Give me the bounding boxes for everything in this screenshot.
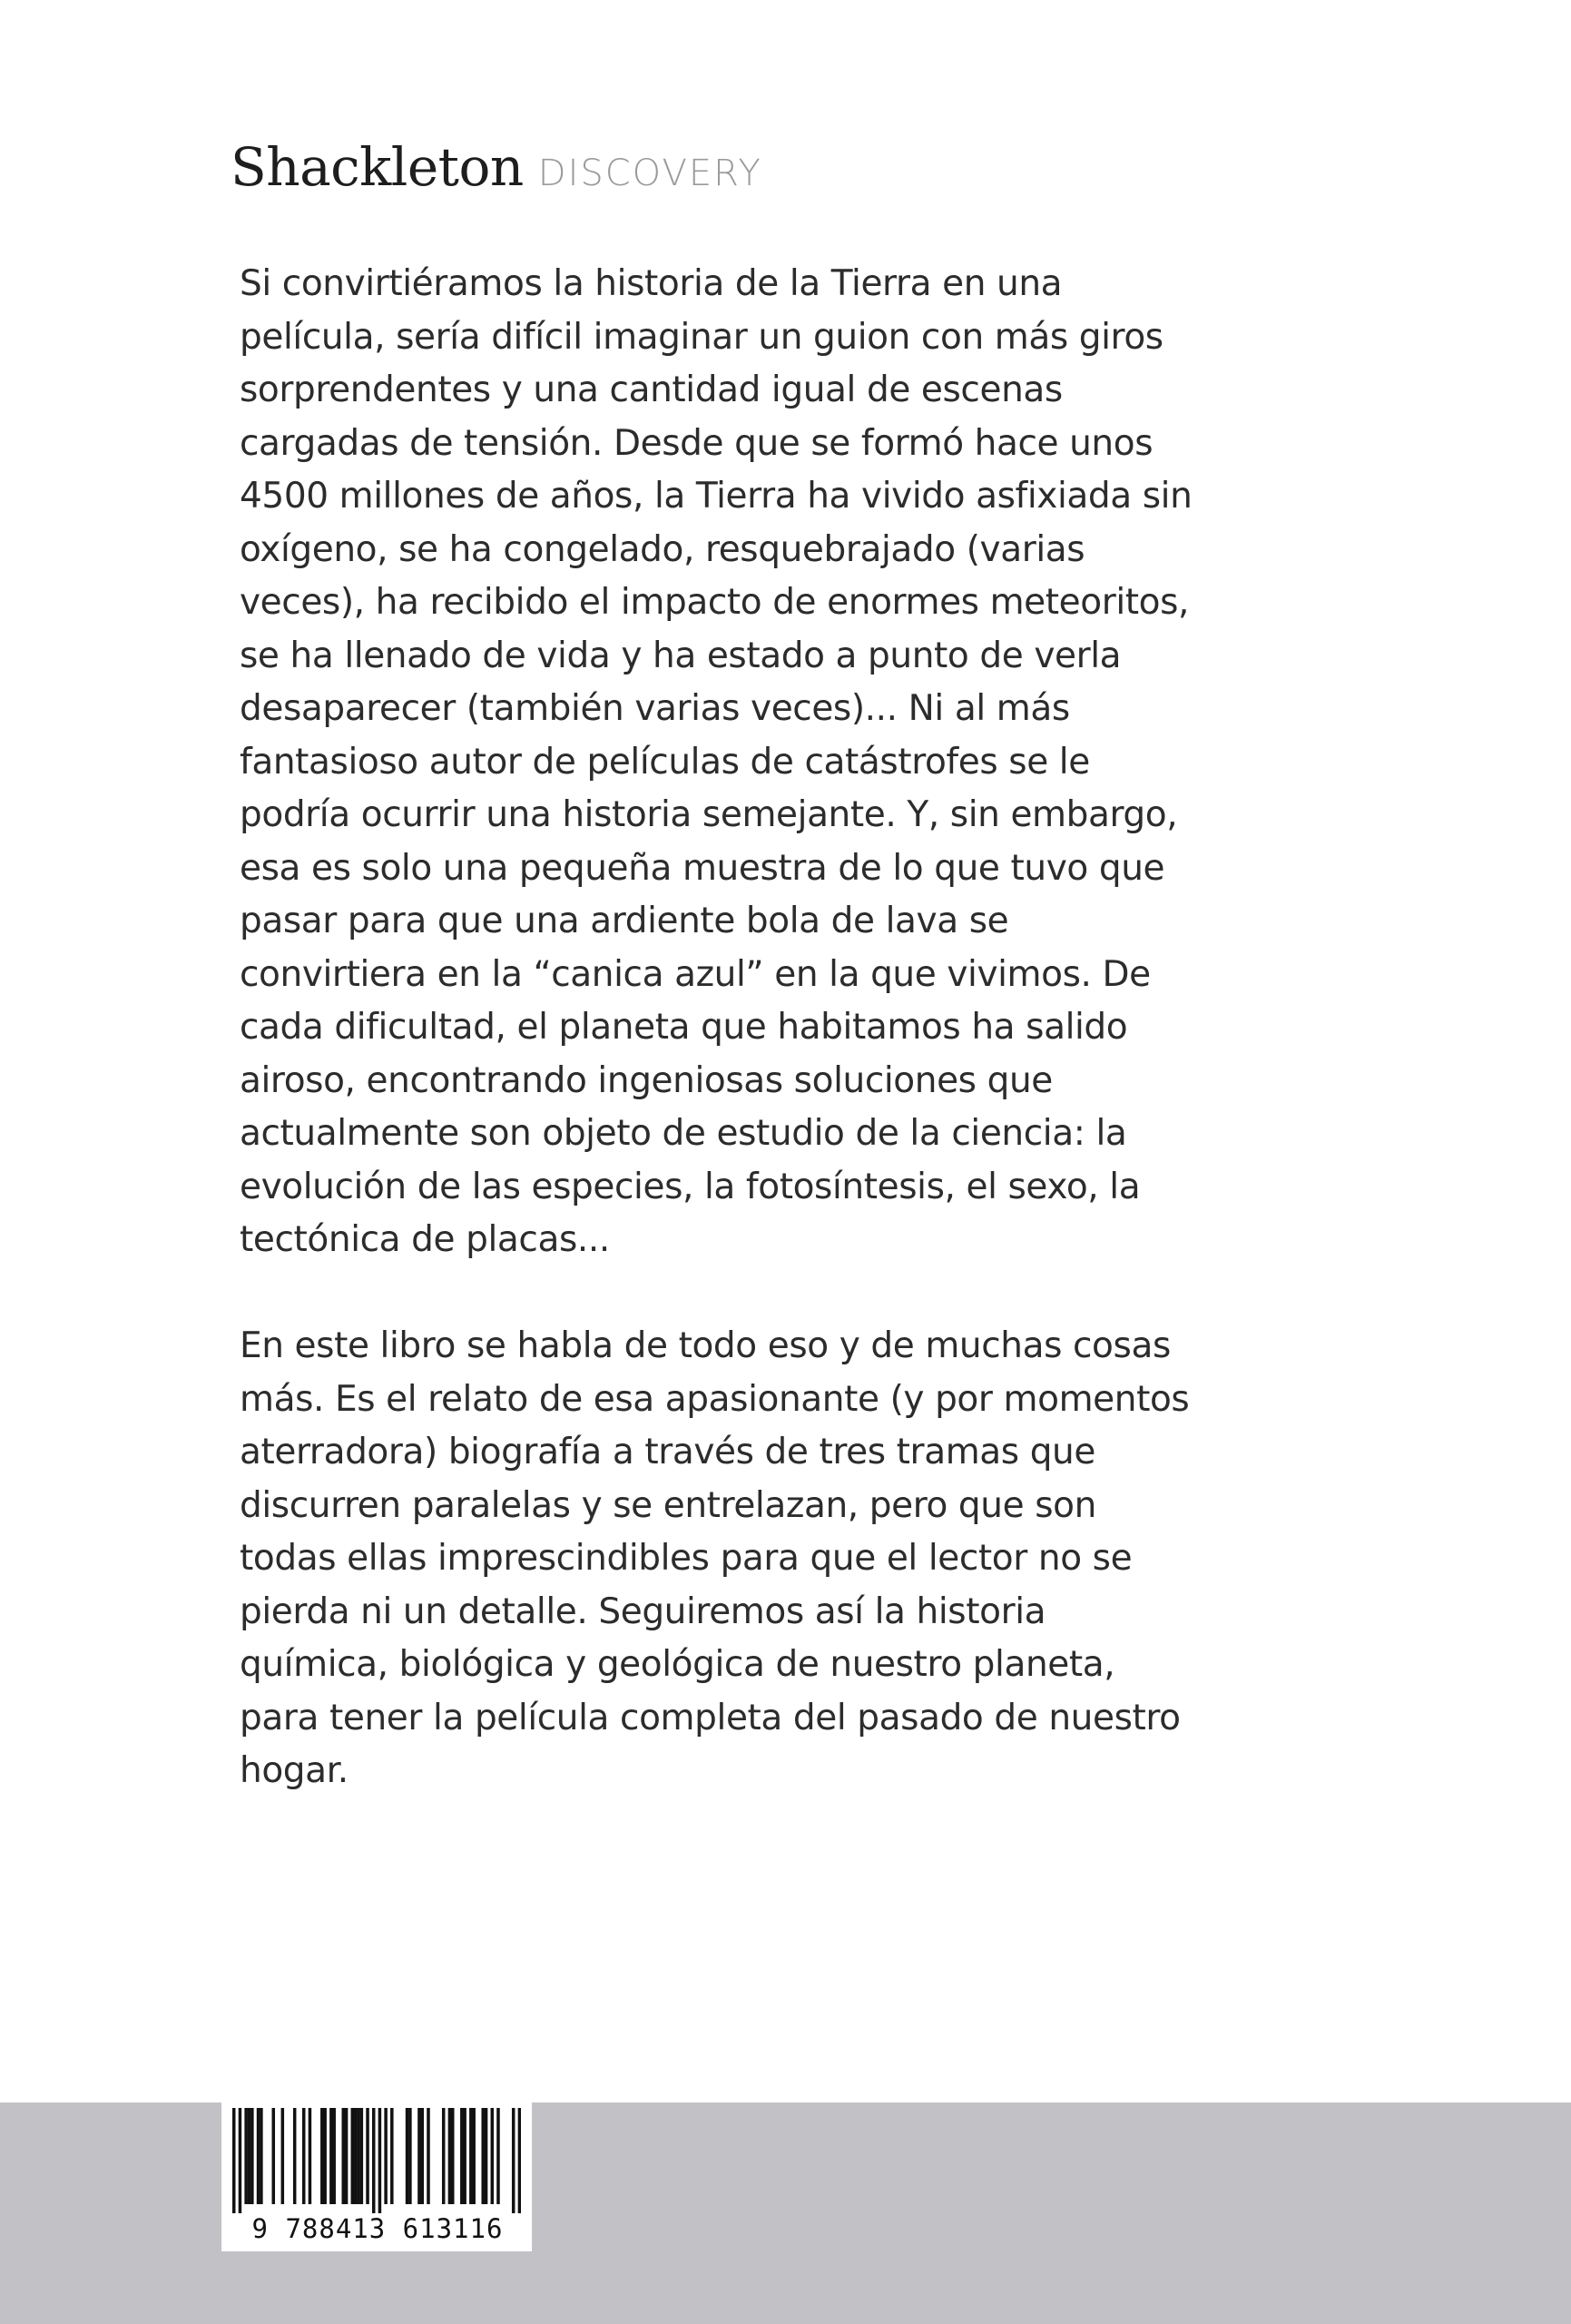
barcode-bar — [481, 2108, 485, 2204]
barcode-bar — [293, 2108, 297, 2204]
barcode-bar — [512, 2108, 515, 2213]
barcode-bar — [250, 2108, 254, 2204]
barcode-bar — [244, 2108, 248, 2204]
barcode-bar — [460, 2108, 464, 2204]
barcode-bar — [323, 2108, 327, 2204]
barcode-bar — [390, 2108, 394, 2204]
barcode-bars — [232, 2108, 521, 2213]
barcode-bar — [342, 2108, 346, 2204]
barcode-bar — [378, 2108, 382, 2213]
isbn-number: 9 788413 613116 — [251, 2213, 504, 2244]
barcode-bar — [354, 2108, 358, 2204]
barcode-bar — [232, 2108, 236, 2213]
barcode-bar — [469, 2108, 473, 2204]
barcode-bar — [442, 2108, 446, 2204]
barcode-bar — [372, 2108, 376, 2213]
barcode-bar — [448, 2108, 452, 2204]
barcode-bar — [496, 2108, 500, 2204]
barcode-bar — [451, 2108, 455, 2204]
isbn-barcode — [221, 2102, 532, 2251]
barcode-bar — [491, 2108, 495, 2204]
barcode-bar — [360, 2108, 364, 2204]
barcode-bar — [351, 2108, 355, 2204]
collection-name: DISCOVERY — [537, 153, 762, 194]
barcode-bar — [272, 2108, 276, 2204]
barcode-bar — [320, 2108, 324, 2204]
barcode-bar — [302, 2108, 306, 2204]
barcode-bar — [366, 2108, 369, 2204]
barcode-bar — [427, 2108, 430, 2204]
barcode-bar — [345, 2108, 349, 2204]
barcode-bar — [472, 2108, 476, 2204]
publisher-logo — [231, 136, 762, 209]
barcode-bar — [248, 2108, 251, 2204]
barcode-bar — [417, 2108, 421, 2204]
blurb-paragraph-2: En este libro se habla de todo eso y de muchas cosas más. Es el relato de esa apasionante (y por momentos aterradora) biografía a través de tres tramas que discurren paralelas y se entrelazan, pero que son todas ellas imprescindibles para que el lector no se pierda ni un detalle. Seguiremos así la historia química, biológica y geológica de nuestro planeta, para tener la película completa del pasado de nuestro hogar. — [240, 1325, 1190, 1791]
barcode-bar — [329, 2108, 333, 2204]
barcode-bar — [406, 2108, 409, 2204]
barcode-bar — [384, 2108, 388, 2204]
barcode-bar — [257, 2108, 260, 2204]
barcode-bar — [260, 2108, 263, 2204]
barcode-bar — [463, 2108, 466, 2204]
back-cover-blurb — [240, 258, 1202, 1798]
barcode-bar — [239, 2108, 242, 2213]
barcode-bar — [518, 2108, 521, 2213]
barcode-bar — [421, 2108, 425, 2204]
barcode-bar — [357, 2108, 360, 2204]
barcode-bar — [408, 2108, 412, 2204]
barcode-bar — [281, 2108, 285, 2204]
barcode-bar — [485, 2108, 488, 2204]
publisher-name: Shackleton — [231, 136, 524, 198]
barcode-bar — [332, 2108, 336, 2204]
blurb-paragraph-1: Si convirtiéramos la historia de la Tierra en una película, sería difícil imaginar un guion con más giros sorprendentes y una cantidad igual de escenas cargadas de tensión. Desde que se formó hace unos 4500 millones de años, la Tierra ha vivido asfixiada sin oxígeno, se ha congelado, resquebrajado (varias veces), ha recibido el impacto de enormes meteoritos, se ha llenado de vida y ha estado a punto de verla desaparecer (también varias veces)... Ni al más fantasioso autor de películas de catástrofes se le podría ocurrir una historia semejante. Y, sin embargo, esa es solo una pequeña muestra de lo que tuvo que pasar para que una ardiente bola de lava se convirtiera en la “canica azul” en la que vivimos. De cada dificultad, el planeta que habitamos ha salido airoso, encontrando ingeniosas soluciones que actualmente son objeto de estudio de la ciencia: la evolución de las especies, la fotosíntesis, el sexo, la tectónica de placas... — [240, 263, 1193, 1260]
barcode-bar — [309, 2108, 312, 2204]
